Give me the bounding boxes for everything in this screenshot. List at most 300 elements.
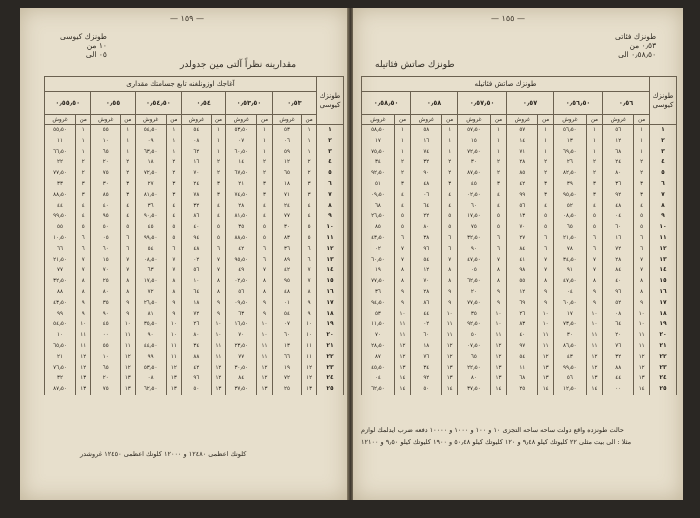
price-column-header: ٠٫٥٧٫٥٠	[457, 92, 506, 115]
price-column-header: ٠٫٥٧	[507, 92, 554, 115]
row-label: ٤	[317, 157, 344, 168]
row-label: ١٦	[650, 287, 677, 298]
min-cell: ٨	[75, 287, 91, 298]
min-cell: ٣	[302, 190, 317, 201]
corner-line-1: ١٠ من	[86, 41, 107, 50]
qurush-cell: ٢٢	[411, 211, 442, 222]
min-cell: ٦	[120, 244, 135, 255]
qurush-cell: ٤٨	[272, 287, 301, 298]
qurush-cell: ٩٩	[135, 352, 166, 363]
table-row	[45, 157, 344, 168]
qurush-cell: ٦٥	[272, 168, 301, 179]
min-cell: ١٣	[302, 384, 317, 395]
min-cell: ٩	[211, 298, 226, 309]
min-cell: ٧	[166, 265, 182, 276]
qurush-cell: ٤٠	[91, 201, 120, 212]
min-cell: ١١	[166, 341, 182, 352]
qurush-cell: ٩٤٫٥٠	[362, 298, 395, 309]
qurush-cell: ١١	[507, 363, 538, 374]
table-row	[45, 287, 344, 298]
min-cell: ١٢	[586, 363, 602, 374]
min-cell: ٣	[538, 190, 554, 201]
qurush-cell: ٢٦	[182, 319, 211, 330]
qurush-cell: ٦٢	[182, 147, 211, 158]
min-cell: ٩	[586, 298, 602, 309]
qurush-cell: ٠١	[272, 298, 301, 309]
min-cell: ١١	[538, 341, 554, 352]
qurush-cell: ٩٢٫٥٠	[457, 319, 490, 330]
min-cell: ١	[586, 136, 602, 147]
qurush-cell: ٨٥	[507, 168, 538, 179]
qurush-cell: ٦٢٫٥٠	[362, 384, 395, 395]
min-cell: ٧	[211, 265, 226, 276]
min-cell: ١	[586, 125, 602, 136]
table-row	[45, 330, 344, 341]
corner-note-right	[615, 32, 656, 59]
qurush-cell: ٩٧	[507, 341, 538, 352]
qurush-cell: ٨٤	[226, 373, 257, 384]
min-cell: ١٤	[538, 384, 554, 395]
qurush-cell: ١٠	[45, 330, 76, 341]
min-cell: ٩	[211, 309, 226, 320]
table-row	[45, 373, 344, 384]
min-cell: ١٠	[211, 319, 226, 330]
min-cell: ٩	[75, 298, 91, 309]
qurush-cell: ٣٠٫٥٠	[226, 363, 257, 374]
row-label: ٤	[650, 157, 677, 168]
price-column-header: ٠٫٥٦	[603, 92, 650, 115]
row-label: ٥	[317, 168, 344, 179]
sub-label-qurush: غروش	[457, 115, 490, 125]
min-cell: ٥	[120, 222, 135, 233]
min-cell: ٧	[586, 255, 602, 266]
min-cell: ٩	[120, 309, 135, 320]
row-label: ١٨	[650, 309, 677, 320]
qurush-cell: ٩٩٫٥٠	[135, 233, 166, 244]
min-cell: ٥	[538, 222, 554, 233]
qurush-cell: ٣٥٫٥٠	[135, 319, 166, 330]
min-cell: ١	[442, 125, 458, 136]
page-number-left: — ١٥٩ —	[170, 14, 204, 23]
row-label: ٣	[317, 147, 344, 158]
min-cell: ٨	[166, 287, 182, 298]
qurush-cell: ٩٠	[457, 244, 490, 255]
min-cell: ٣	[586, 190, 602, 201]
corner-title: طونزك فئاتى	[615, 32, 657, 41]
min-cell: ١٤	[394, 384, 410, 395]
min-cell: ٨	[120, 287, 135, 298]
table-row	[45, 341, 344, 352]
qurush-cell: ٥٥	[91, 341, 120, 352]
qurush-cell: ٣٠	[457, 157, 490, 168]
table-row	[45, 298, 344, 309]
min-cell: ٣	[586, 179, 602, 190]
min-cell: ١٢	[394, 352, 410, 363]
min-cell: ١١	[442, 319, 458, 330]
min-cell: ٥	[394, 211, 410, 222]
qurush-cell: ٧٣٫٥٠	[553, 319, 586, 330]
qurush-cell: ٦٥	[91, 363, 120, 374]
qurush-cell: ٩٢٫٥٠	[362, 168, 395, 179]
min-cell: ٧	[538, 265, 554, 276]
table-row	[362, 147, 677, 158]
qurush-cell: ٦٠	[272, 330, 301, 341]
qurush-cell: ٣٦	[135, 201, 166, 212]
row-label: ٣	[650, 147, 677, 158]
qurush-cell: ٣٢	[603, 352, 634, 363]
qurush-cell: ٣٦	[603, 179, 634, 190]
min-cell: ٥	[302, 222, 317, 233]
qurush-cell: ٩٠	[91, 309, 120, 320]
min-cell: ٢	[586, 157, 602, 168]
min-cell: ٩	[538, 298, 554, 309]
side-header	[650, 77, 677, 125]
min-cell: ٨	[442, 265, 458, 276]
qurush-cell: ٣٢٫٥٠	[457, 233, 490, 244]
qurush-cell: ٣٢٫٥٠	[45, 276, 76, 287]
span-header: آغاجك اوزونلغنه تابع جسامتك مقدارى	[45, 77, 317, 92]
row-label: ٢	[317, 136, 344, 147]
min-cell: ٤	[257, 211, 273, 222]
row-label: ٢٠	[317, 330, 344, 341]
min-cell: ١٣	[490, 363, 506, 374]
qurush-cell: ٥٩	[272, 147, 301, 158]
row-label: ٦	[317, 179, 344, 190]
qurush-cell: ٥٦	[553, 373, 586, 384]
qurush-cell: ٣٧٫٥٠	[457, 384, 490, 395]
min-cell: ٧	[442, 255, 458, 266]
qurush-cell: ١٧	[553, 309, 586, 320]
min-cell: ١٤	[394, 373, 410, 384]
table-row	[362, 309, 677, 320]
min-cell: ٢	[586, 168, 602, 179]
table-row	[45, 233, 344, 244]
qurush-cell: ٨٠	[603, 168, 634, 179]
row-label: ١٣	[317, 255, 344, 266]
min-cell: ٤	[634, 201, 650, 212]
min-cell: ٩	[166, 309, 182, 320]
qurush-cell: ٥٢	[553, 201, 586, 212]
qurush-cell: ١٨	[182, 298, 211, 309]
qurush-cell: ٣٤	[411, 363, 442, 374]
sub-label-min: من	[490, 115, 506, 125]
min-cell: ٢	[257, 157, 273, 168]
qurush-cell: ٣٤٫٥٠	[553, 255, 586, 266]
qurush-cell: ٠٧	[272, 319, 301, 330]
min-cell: ٦	[257, 244, 273, 255]
qurush-cell: ٦٠	[457, 201, 490, 212]
min-cell: ١	[442, 147, 458, 158]
min-cell: ٣	[394, 179, 410, 190]
qurush-cell: ٨٠	[457, 373, 490, 384]
qurush-cell: ٥٣	[362, 309, 395, 320]
min-cell: ٨	[302, 287, 317, 298]
min-cell: ٧	[211, 255, 226, 266]
qurush-cell: ٥٧	[507, 125, 538, 136]
table-row	[362, 298, 677, 309]
min-cell: ١٣	[442, 373, 458, 384]
qurush-cell: ٢٢٫٥٠	[457, 363, 490, 374]
qurush-cell: ٢٠	[91, 373, 120, 384]
qurush-cell: ٠٦	[272, 136, 301, 147]
qurush-cell: ٦٨	[507, 373, 538, 384]
min-cell: ٢	[538, 168, 554, 179]
min-cell: ٦	[211, 244, 226, 255]
qurush-cell: ٦٠٫٥٠	[553, 298, 586, 309]
qurush-cell: ٢٦	[553, 157, 586, 168]
min-cell: ٥	[442, 222, 458, 233]
qurush-cell: ١٨	[272, 179, 301, 190]
qurush-cell: ٠٢	[362, 244, 395, 255]
qurush-cell: ٠٤	[553, 287, 586, 298]
qurush-cell: ٠٠	[603, 384, 634, 395]
qurush-cell: ١٦	[603, 233, 634, 244]
qurush-cell: ٠٨	[603, 309, 634, 320]
min-cell: ١١	[302, 341, 317, 352]
qurush-cell: ١٦	[182, 157, 211, 168]
min-cell: ٢	[75, 168, 91, 179]
min-cell: ١٣	[394, 363, 410, 374]
table-row	[362, 384, 677, 395]
min-cell: ١١	[211, 341, 226, 352]
min-cell: ١١	[586, 341, 602, 352]
min-cell: ٦	[257, 255, 273, 266]
qurush-cell: ٨٧	[362, 352, 395, 363]
min-cell: ١٣	[442, 363, 458, 374]
table-row	[45, 147, 344, 158]
qurush-cell: ٢٠	[91, 157, 120, 168]
min-cell: ٧	[394, 255, 410, 266]
qurush-cell: ٣٥	[226, 222, 257, 233]
qurush-cell: ٧٠	[507, 222, 538, 233]
min-cell: ١١	[538, 330, 554, 341]
qurush-cell: ٠٠	[91, 330, 120, 341]
qurush-cell: ٣٠	[553, 330, 586, 341]
min-cell: ٢	[634, 157, 650, 168]
min-cell: ١٢	[211, 363, 226, 374]
qurush-cell: ٠٢٫٥٠	[226, 276, 257, 287]
qurush-cell: ١٠	[91, 136, 120, 147]
qurush-cell: ٦٠	[91, 244, 120, 255]
table-row	[45, 363, 344, 374]
qurush-cell: ٩٩٫٥٠	[553, 363, 586, 374]
min-cell: ١	[75, 147, 91, 158]
row-label: ١١	[650, 233, 677, 244]
qurush-cell: ٤٢	[272, 265, 301, 276]
qurush-cell: ٤٣٫٥٠	[362, 233, 395, 244]
qurush-cell: ٦٥	[457, 352, 490, 363]
qurush-cell: ٤٨	[603, 201, 634, 212]
side-header	[317, 77, 344, 125]
sub-label-qurush: غروش	[553, 115, 586, 125]
page-number-right: — ١٥٥ —	[491, 14, 525, 23]
min-cell: ٥	[166, 222, 182, 233]
min-cell: ٤	[166, 201, 182, 212]
qurush-cell: ٧٦	[411, 352, 442, 363]
qurush-cell: ١٢	[272, 157, 301, 168]
sub-label-min: من	[394, 115, 410, 125]
qurush-cell: ٤٩	[226, 265, 257, 276]
min-cell: ٣	[442, 179, 458, 190]
qurush-cell: ٨٥	[362, 222, 395, 233]
qurush-cell: ٦٥	[91, 147, 120, 158]
min-cell: ١٣	[166, 373, 182, 384]
sub-label-qurush: غروش	[182, 115, 211, 125]
qurush-cell: ٩٦	[603, 287, 634, 298]
min-cell: ٧	[634, 265, 650, 276]
min-cell: ١٢	[442, 352, 458, 363]
qurush-cell: ٩٤	[182, 233, 211, 244]
qurush-cell: ٢٨	[411, 287, 442, 298]
min-cell: ٥	[302, 233, 317, 244]
qurush-cell: ٤٤	[603, 373, 634, 384]
qurush-cell: ٥٤	[135, 244, 166, 255]
table-row	[362, 319, 677, 330]
qurush-cell: ٣٢	[182, 201, 211, 212]
min-cell: ١	[490, 125, 506, 136]
qurush-cell: ٧١	[507, 147, 538, 158]
qurush-cell: ٨١	[135, 309, 166, 320]
min-cell: ١٢	[490, 341, 506, 352]
qurush-cell: ٨٦٫٥٠	[553, 341, 586, 352]
min-cell: ١٣	[75, 384, 91, 395]
min-cell: ١٤	[586, 384, 602, 395]
min-cell: ٨	[257, 287, 273, 298]
qurush-cell: ٢٤	[182, 179, 211, 190]
qurush-cell: ٧٧	[226, 352, 257, 363]
row-label: ٢٥	[650, 384, 677, 395]
min-cell: ١٣	[257, 384, 273, 395]
qurush-cell: ٦٤	[603, 319, 634, 330]
qurush-cell: ٧٠	[362, 330, 395, 341]
min-cell: ١٣	[75, 373, 91, 384]
row-label: ١٢	[317, 244, 344, 255]
min-cell: ١	[257, 147, 273, 158]
min-cell: ٢	[120, 157, 135, 168]
min-cell: ١٣	[634, 373, 650, 384]
min-cell: ١	[634, 125, 650, 136]
qurush-cell: ٣٠	[91, 179, 120, 190]
min-cell: ٣	[120, 179, 135, 190]
min-cell: ٨	[211, 276, 226, 287]
row-label: ١١	[317, 233, 344, 244]
qurush-cell: ٣٨	[411, 233, 442, 244]
min-cell: ٩	[394, 298, 410, 309]
qurush-cell: ٩٢	[603, 190, 634, 201]
row-label: ٢٢	[650, 352, 677, 363]
min-cell: ١١	[211, 352, 226, 363]
sub-label-qurush: غروش	[362, 115, 395, 125]
qurush-cell: ٤٠	[182, 222, 211, 233]
qurush-cell: ٤٤	[45, 201, 76, 212]
min-cell: ١١	[302, 352, 317, 363]
min-cell: ١٢	[75, 352, 91, 363]
min-cell: ١٠	[257, 319, 273, 330]
table-row	[362, 125, 677, 136]
qurush-cell: ١٣	[272, 341, 301, 352]
table-row	[45, 201, 344, 212]
row-label: ٨	[650, 201, 677, 212]
qurush-cell: ٠٩٫٥٠	[362, 190, 395, 201]
min-cell: ١	[302, 125, 317, 136]
table-row	[45, 179, 344, 190]
price-column-header: ٠٫٥٤٫٥٠	[135, 92, 181, 115]
qurush-cell: ٨٨	[603, 363, 634, 374]
min-cell: ١٠	[257, 330, 273, 341]
qurush-cell: ٥٧٫٥٠	[457, 125, 490, 136]
min-cell: ٦	[120, 233, 135, 244]
min-cell: ١	[211, 125, 226, 136]
price-column-header: ٠٫٥٨٫٥٠	[362, 92, 411, 115]
qurush-cell: ٨٠	[411, 222, 442, 233]
qurush-cell: ١١	[45, 136, 76, 147]
qurush-cell: ٥٤	[411, 255, 442, 266]
min-cell: ١	[166, 147, 182, 158]
qurush-cell: ٧٤	[411, 147, 442, 158]
qurush-cell: ٨٩	[272, 255, 301, 266]
qurush-cell: ٠٩	[135, 136, 166, 147]
table-row	[362, 287, 677, 298]
min-cell: ٨	[490, 265, 506, 276]
qurush-cell: ٣٩	[553, 179, 586, 190]
qurush-cell: ٨٦	[182, 211, 211, 222]
price-table-left	[44, 76, 344, 395]
qurush-cell: ٤٨	[182, 244, 211, 255]
qurush-cell: ٩٦	[411, 244, 442, 255]
sub-label-min: من	[586, 115, 602, 125]
qurush-cell: ٣٦	[362, 287, 395, 298]
min-cell: ٣	[634, 179, 650, 190]
row-label: ٩	[317, 211, 344, 222]
row-label: ٢	[650, 136, 677, 147]
min-cell: ٨	[120, 276, 135, 287]
qurush-cell: ٤٥٫٥٠	[362, 363, 395, 374]
min-cell: ٧	[75, 255, 91, 266]
min-cell: ٥	[442, 211, 458, 222]
qurush-cell: ٦٨	[362, 201, 395, 212]
side-header-line-2: كيوسى	[652, 100, 674, 109]
qurush-cell: ٠٢	[411, 319, 442, 330]
min-cell: ٥	[257, 222, 273, 233]
min-cell: ١٠	[302, 330, 317, 341]
qurush-cell: ٢٢	[45, 157, 76, 168]
min-cell: ١٢	[166, 363, 182, 374]
qurush-cell: ١٧٫٥٠	[135, 276, 166, 287]
min-cell: ٥	[257, 233, 273, 244]
min-cell: ٤	[394, 190, 410, 201]
qurush-cell: ٠٨	[135, 373, 166, 384]
qurush-cell: ٥٤٫٥٠	[135, 125, 166, 136]
table-row	[362, 179, 677, 190]
qurush-cell: ٩٠	[411, 168, 442, 179]
qurush-cell: ٠٦	[411, 190, 442, 201]
min-cell: ١٤	[634, 384, 650, 395]
min-cell: ١٢	[538, 352, 554, 363]
footnote-left: كلونك اعظمى ١٢٤٨٠ و ١٢٠٠٠ كلونك اعظمى ١٢٤٥٠ غروشدر	[80, 450, 247, 458]
min-cell: ٦	[442, 244, 458, 255]
qurush-cell: ٠٤	[362, 373, 395, 384]
qurush-cell: ٨٨	[45, 287, 76, 298]
min-cell: ٨	[490, 276, 506, 287]
qurush-cell: ٧٧	[45, 265, 76, 276]
min-cell: ٢	[257, 168, 273, 179]
min-cell: ٦	[634, 244, 650, 255]
qurush-cell: ٦٩٫٥٠	[553, 147, 586, 158]
qurush-cell: ٥٦	[182, 265, 211, 276]
min-cell: ٤	[538, 201, 554, 212]
qurush-cell: ٢٤	[603, 157, 634, 168]
qurush-cell: ٧٢٫٥٠	[457, 147, 490, 158]
